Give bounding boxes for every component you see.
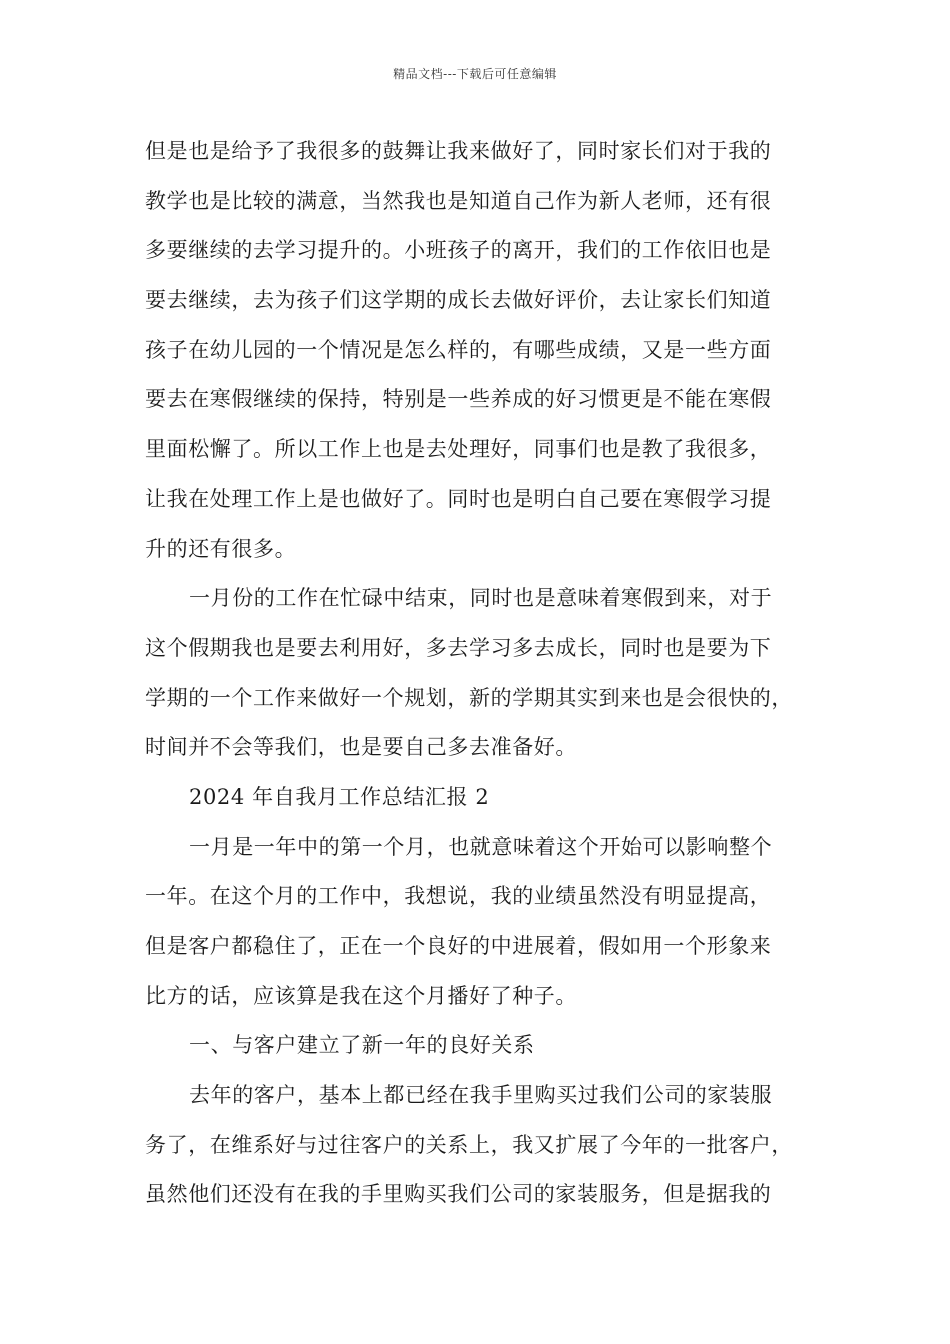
text-line: 孩子在幼儿园的一个情况是怎么样的，有哪些成绩，又是一些方面: [145, 337, 772, 362]
text-line: 一年。在这个月的工作中，我想说，我的业绩虽然没有明显提高，: [145, 884, 772, 909]
text-line: 但是客户都稳住了，正在一个良好的中进展着，假如用一个形象来: [145, 934, 772, 958]
paragraph-start-line: 去年的客户，基本上都已经在我手里购买过我们公司的家装服: [189, 1083, 773, 1108]
text-line: 但是也是给予了我很多的鼓舞让我来做好了，同时家长们对于我的: [145, 139, 772, 163]
text-line: 虽然他们还没有在我的手里购买我们公司的家装服务，但是据我的: [145, 1182, 772, 1207]
paragraph-start-line: 一月份的工作在忙碌中结束，同时也是意味着寒假到来，对于: [189, 586, 773, 611]
text-line: 这个假期我也是要去利用好，多去学习多去成长，同时也是要为下: [145, 635, 772, 660]
text-line: 升的还有很多。: [145, 536, 297, 561]
page-header: 精品文档---下载后可任意编辑: [393, 67, 557, 81]
text-line: 教学也是比较的满意，当然我也是知道自己作为新人老师，还有很: [145, 188, 772, 213]
document-body: [145, 133, 835, 1226]
text-line: 时间并不会等我们，也是要自己多去准备好。: [145, 735, 577, 760]
text-line: 里面松懈了。所以工作上也是去处理好，同事们也是教了我很多，: [145, 437, 772, 462]
text-line: 多要继续的去学习提升的。小班孩子的离开，我们的工作依旧也是: [145, 238, 772, 263]
subsection-heading: 一、与客户建立了新一年的良好关系: [189, 1033, 535, 1058]
text-line: 要去继续，去为孩子们这学期的成长去做好评价，去让家长们知道: [145, 288, 772, 313]
text-line: 比方的话，应该算是我在这个月播好了种子。: [145, 983, 577, 1008]
text-line: 学期的一个工作来做好一个规划，新的学期其实到来也是会很快的，: [145, 685, 793, 710]
text-line: 务了，在维系好与过往客户的关系上，我又扩展了今年的一批客户，: [145, 1132, 793, 1157]
paragraph-start-line: 一月是一年中的第一个月，也就意味着这个开始可以影响整个: [189, 834, 773, 859]
text-line: 让我在处理工作上是也做好了。同时也是明白自己要在寒假学习提: [145, 486, 772, 511]
text-line: 要去在寒假继续的保持，特别是一些养成的好习惯更是不能在寒假: [145, 387, 772, 412]
section-title: 2024 年自我月工作总结汇报 2: [189, 784, 490, 809]
